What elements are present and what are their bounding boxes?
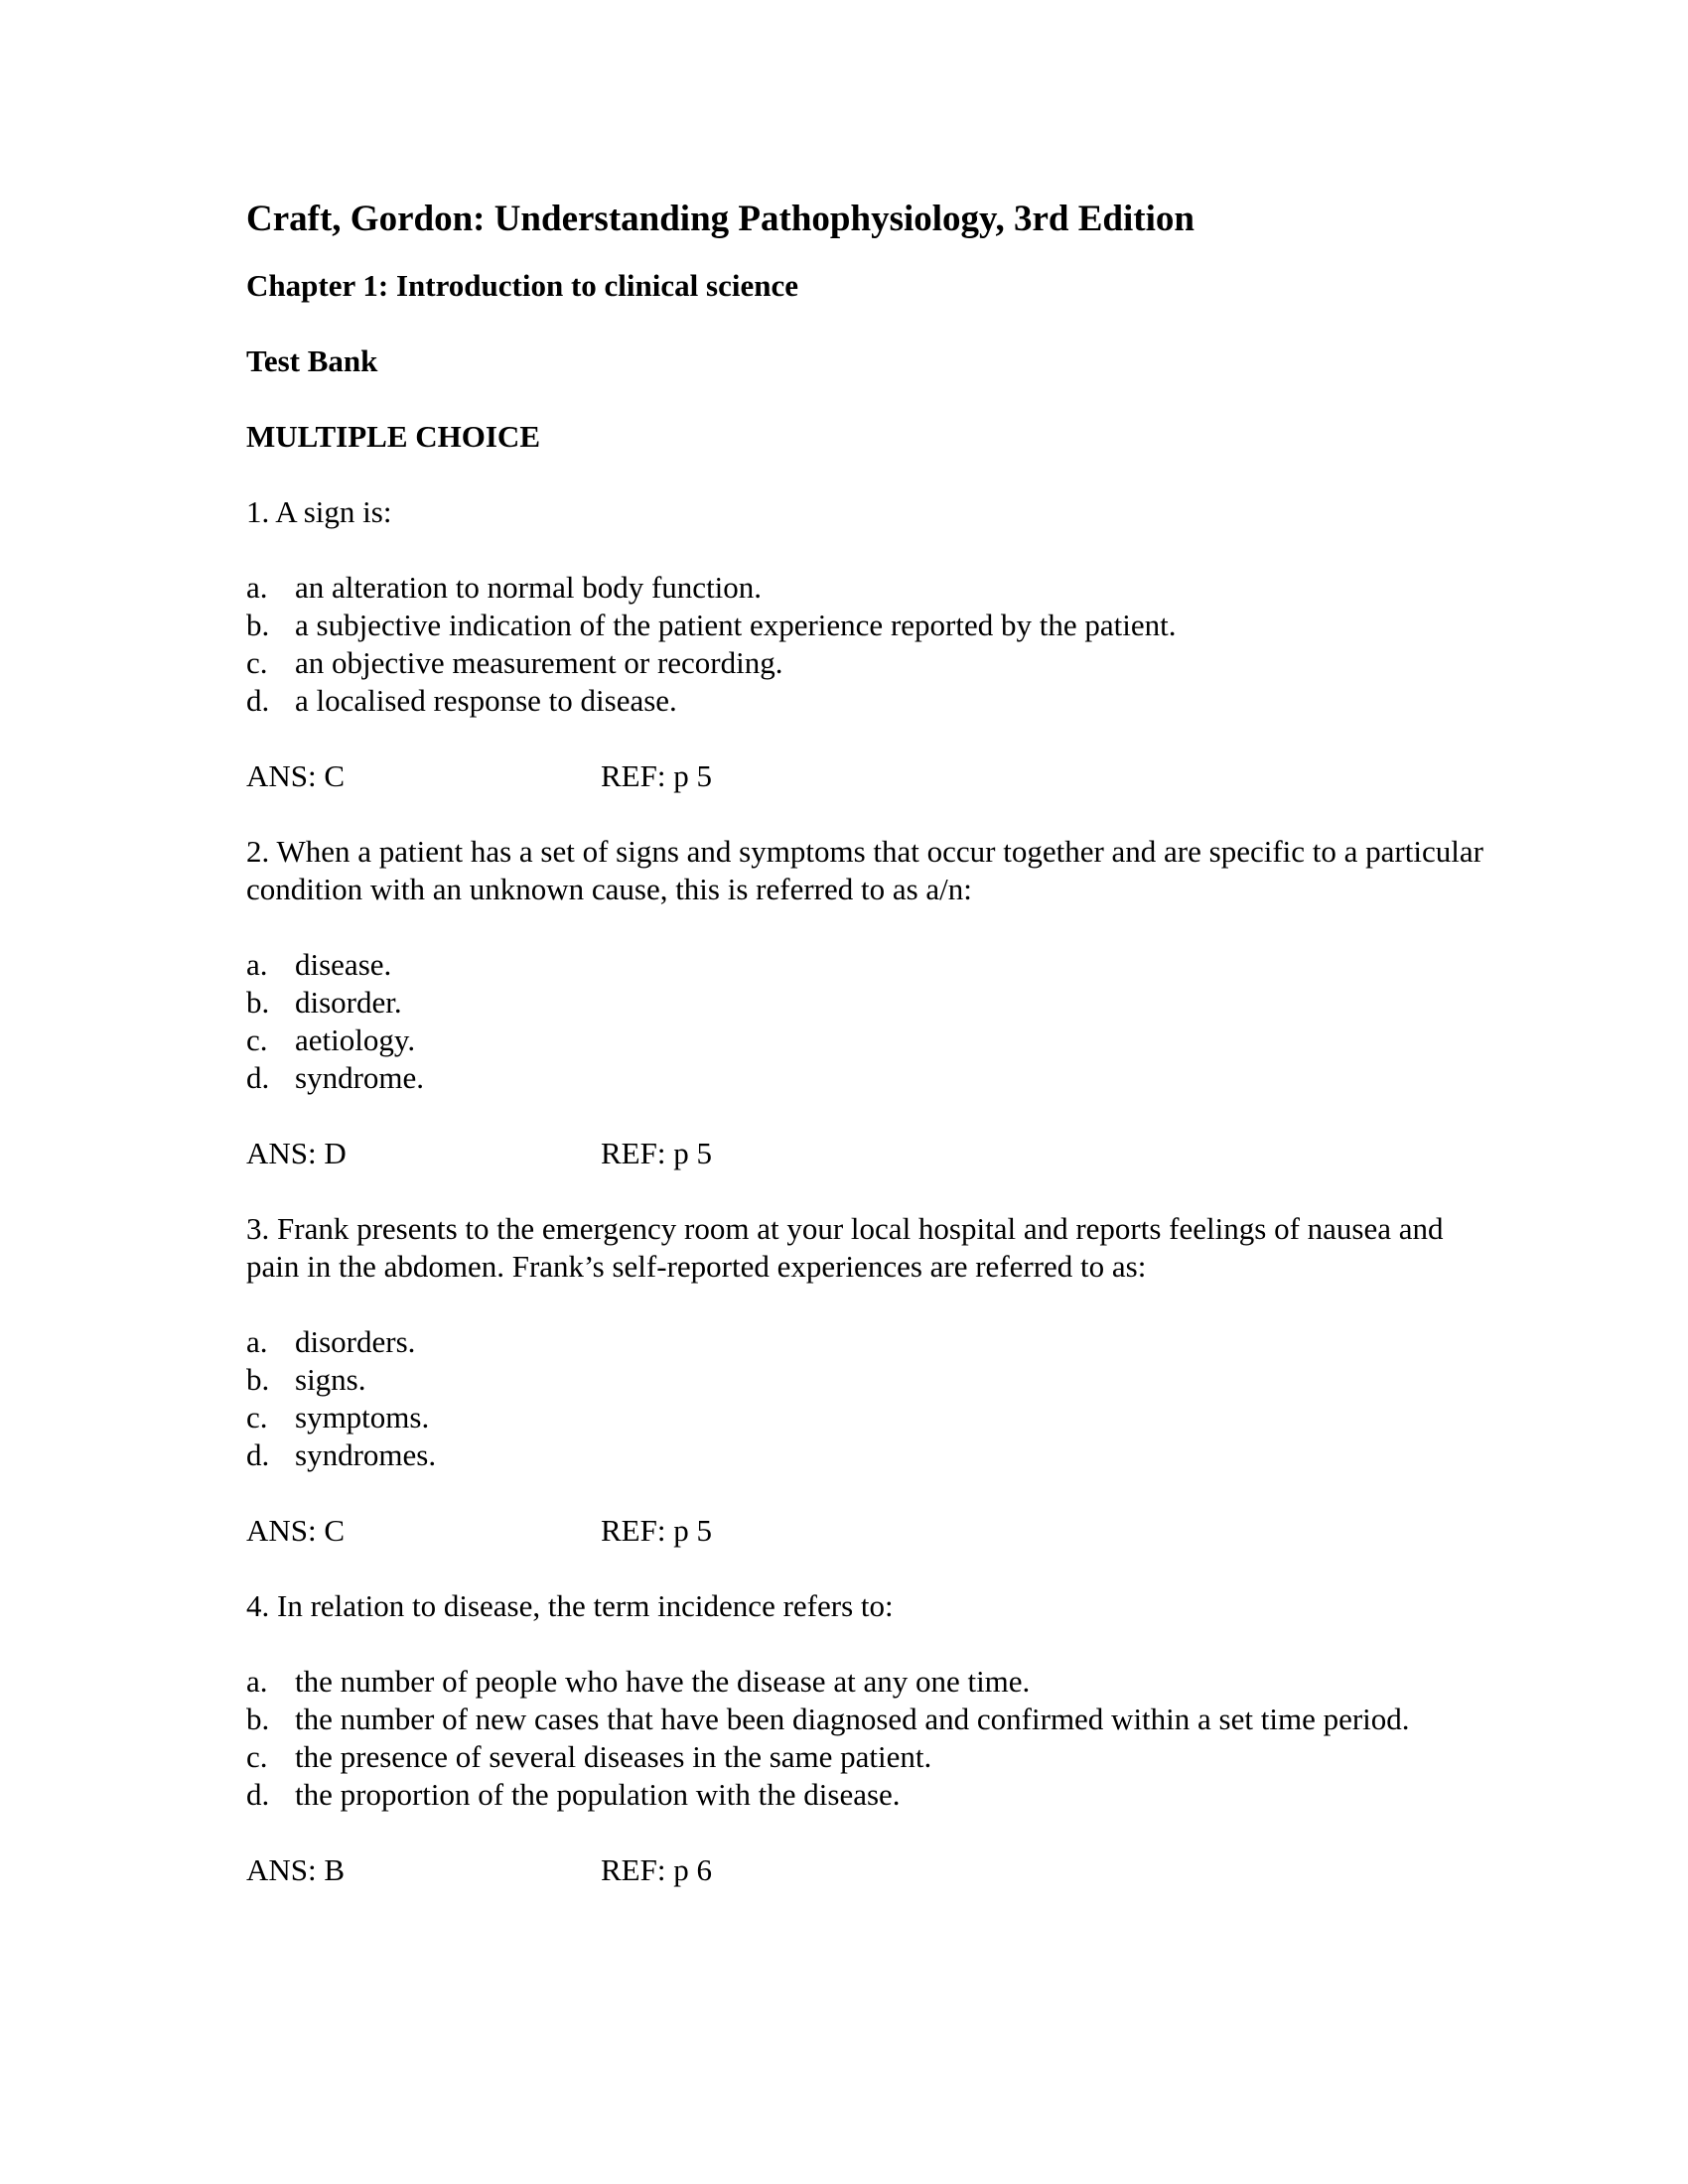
option-text: disease. — [295, 947, 392, 982]
answer-key: ANS: C — [246, 1513, 346, 1548]
option-text: a subjective indication of the patient experience reported by the patient. — [295, 608, 1177, 642]
option-item — [246, 984, 1487, 1022]
option-letter: d. — [246, 1777, 270, 1812]
option-item — [246, 946, 1487, 984]
question-stem: 2. When a patient has a set of signs and symptoms that occur together and are specific to a particular condition with an unknown cause, this is referred to as a/n: — [246, 834, 1483, 906]
option-text: signs. — [295, 1362, 366, 1397]
option-letter: c. — [246, 645, 268, 680]
option-letter: a. — [246, 1324, 268, 1359]
question-block — [246, 833, 1487, 1172]
option-item — [246, 644, 1487, 682]
answer-line — [246, 757, 1487, 795]
option-text: the number of new cases that have been diagnosed and confirmed within a set time period. — [295, 1702, 1410, 1736]
test-bank-heading: Test Bank — [246, 343, 378, 378]
question-block — [246, 1210, 1487, 1550]
option-letter: a. — [246, 570, 268, 605]
option-text: the number of people who have the disease at any one time. — [295, 1664, 1031, 1699]
option-text: syndromes. — [295, 1437, 437, 1472]
option-text: disorder. — [295, 985, 402, 1020]
option-item — [246, 1323, 1487, 1361]
option-text: an objective measurement or recording. — [295, 645, 783, 680]
option-text: disorders. — [295, 1324, 416, 1359]
option-item — [246, 1059, 1487, 1097]
option-letter: d. — [246, 683, 270, 718]
option-item — [246, 1436, 1487, 1474]
book-title: Craft, Gordon: Understanding Pathophysiology, 3rd Edition — [246, 199, 1195, 239]
option-text: a localised response to disease. — [295, 683, 677, 718]
option-item — [246, 682, 1487, 720]
option-letter: b. — [246, 1702, 270, 1736]
option-item — [246, 1701, 1487, 1738]
answer-line — [246, 1851, 1487, 1889]
option-list — [246, 1323, 1487, 1474]
option-item — [246, 1776, 1487, 1814]
option-list — [246, 1663, 1487, 1814]
option-item — [246, 569, 1487, 607]
document-page — [246, 195, 1487, 1927]
option-item — [246, 1399, 1487, 1436]
question-stem: 3. Frank presents to the emergency room at your local hospital and reports feelings of nausea and pain in the abdomen. Frank’s self-reported experiences are referred to as: — [246, 1211, 1444, 1284]
option-letter: d. — [246, 1060, 270, 1095]
option-letter: c. — [246, 1023, 268, 1057]
answer-line — [246, 1512, 1487, 1550]
page-reference: REF: p 5 — [601, 1513, 712, 1548]
option-text: the presence of several diseases in the same patient. — [295, 1739, 932, 1774]
question-block — [246, 493, 1487, 795]
question-stem: 4. In relation to disease, the term incidence refers to: — [246, 1588, 894, 1623]
chapter-heading: Chapter 1: Introduction to clinical science — [246, 268, 798, 303]
option-letter: c. — [246, 1739, 268, 1774]
answer-key: ANS: C — [246, 758, 346, 793]
option-letter: a. — [246, 1664, 268, 1699]
page-reference: REF: p 5 — [601, 758, 712, 793]
option-item — [246, 1022, 1487, 1059]
option-letter: c. — [246, 1400, 268, 1434]
option-item — [246, 1738, 1487, 1776]
option-letter: b. — [246, 608, 270, 642]
option-text: aetiology. — [295, 1023, 416, 1057]
section-heading: MULTIPLE CHOICE — [246, 419, 540, 454]
option-letter: b. — [246, 1362, 270, 1397]
option-item — [246, 1361, 1487, 1399]
question-block — [246, 1587, 1487, 1889]
option-text: an alteration to normal body function. — [295, 570, 763, 605]
option-letter: b. — [246, 985, 270, 1020]
option-item — [246, 1663, 1487, 1701]
question-stem: 1. A sign is: — [246, 494, 392, 529]
option-item — [246, 607, 1487, 644]
option-list — [246, 569, 1487, 720]
option-letter: a. — [246, 947, 268, 982]
page-reference: REF: p 5 — [601, 1136, 712, 1170]
option-list — [246, 946, 1487, 1097]
answer-key: ANS: D — [246, 1136, 347, 1170]
answer-line — [246, 1135, 1487, 1172]
option-letter: d. — [246, 1437, 270, 1472]
option-text: symptoms. — [295, 1400, 430, 1434]
page-reference: REF: p 6 — [601, 1852, 712, 1887]
option-text: syndrome. — [295, 1060, 425, 1095]
option-text: the proportion of the population with the disease. — [295, 1777, 901, 1812]
answer-key: ANS: B — [246, 1852, 346, 1887]
